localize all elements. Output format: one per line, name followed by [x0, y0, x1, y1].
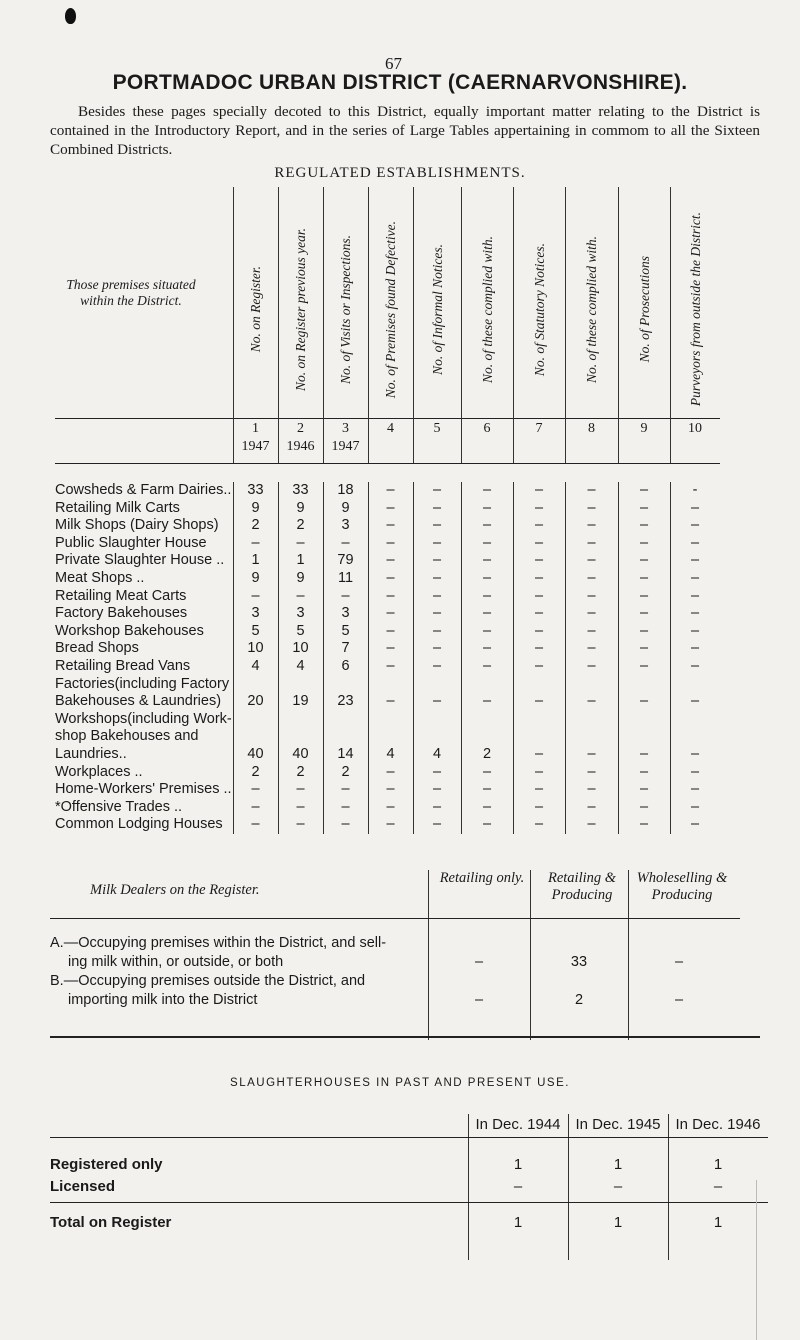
table-cell: – [482, 587, 492, 604]
table-cell: 11 [337, 570, 354, 586]
table-cell: – [386, 552, 395, 569]
table-cell: 40 [247, 746, 264, 762]
slaughter-cell: 1 [513, 1156, 523, 1173]
table-cell: – [639, 640, 649, 657]
table-cell: – [690, 499, 700, 516]
table-cell: – [587, 746, 596, 762]
table-cell: – [432, 534, 442, 551]
table-cell: 2 [296, 763, 305, 780]
table-cell: – [251, 587, 260, 604]
table-cell: – [534, 693, 544, 710]
table-cell: – [432, 482, 442, 498]
table-cell: 10 [247, 640, 264, 657]
slaughter-column-header: In Dec. 1944 [475, 1116, 561, 1133]
table-cell: – [296, 798, 305, 815]
header-rule [55, 418, 720, 419]
table-cell: – [534, 499, 544, 516]
column-header-label: No. of these complied with. [584, 236, 599, 383]
table-cell: – [432, 781, 442, 798]
table-cell: 4 [296, 658, 305, 674]
column-number: 3 [342, 421, 349, 436]
table-cell: – [432, 816, 442, 833]
table-cell: 33 [247, 482, 264, 498]
column-divider [278, 482, 279, 834]
column-header-label: No. of Prosecutions [636, 256, 652, 363]
column-divider [618, 187, 619, 463]
table-cell: 9 [251, 570, 260, 586]
milk-cell: – [674, 954, 684, 970]
table-cell: – [386, 517, 395, 534]
column-divider [618, 482, 619, 834]
column-header-label: Purveyors from outside the District. [687, 212, 703, 407]
slaughter-column-header: In Dec. 1946 [675, 1116, 761, 1133]
row-label: Retailing Bread Vans [55, 658, 191, 674]
table-cell: – [534, 552, 544, 569]
column-header-label: No. on Register previous year. [293, 228, 308, 391]
slaughter-row-label: Licensed [50, 1178, 116, 1195]
table-cell: – [690, 693, 700, 710]
row-label: Factory Bakehouses [55, 605, 188, 622]
table-cell: – [534, 482, 544, 498]
table-cell: – [534, 781, 544, 798]
table-cell: – [690, 658, 700, 674]
table-cell: – [341, 816, 350, 833]
column-number: 8 [588, 421, 595, 436]
table-cell: 1 [296, 552, 305, 569]
table-cell: – [341, 587, 350, 604]
table-cell: – [587, 482, 596, 498]
table-cell: – [482, 798, 492, 815]
table-cell: – [341, 781, 350, 798]
table-cell: – [587, 693, 596, 710]
table-cell: 9 [296, 499, 305, 516]
column-divider [413, 187, 414, 463]
column-year: 1947 [241, 439, 270, 454]
table-cell: – [296, 816, 305, 833]
table-cell: – [386, 658, 395, 674]
table-cell: – [587, 658, 596, 674]
table-cell: – [534, 570, 544, 586]
column-header-label: No. of Visits or Inspections. [338, 234, 353, 384]
row-label: Workshops(including Work- [55, 710, 232, 727]
table-cell: – [639, 798, 649, 815]
column-year: 1947 [331, 439, 360, 454]
table-cell: – [690, 763, 700, 780]
table-cell: 3 [341, 517, 350, 534]
column-number: 2 [297, 421, 304, 436]
milk-dealers-table [50, 870, 760, 1040]
column-header [461, 187, 513, 432]
column-divider [565, 482, 566, 834]
table-cell: – [639, 552, 649, 569]
table-cell: – [386, 482, 395, 498]
table-cell: – [482, 693, 492, 710]
table-cell: – [432, 763, 442, 780]
row-label: Factories(including Factory [55, 675, 230, 692]
column-divider [461, 187, 462, 463]
table-cell: – [386, 570, 395, 586]
table-cell: – [690, 816, 700, 833]
page-title: PORTMADOC URBAN DISTRICT (CAERNARVONSHIRE). [112, 71, 688, 94]
row-label: Bakehouses & Laundries) [55, 693, 222, 710]
table-cell: – [251, 816, 260, 833]
table-cell: – [587, 816, 596, 833]
table-cell: – [587, 552, 596, 569]
table-cell: – [482, 570, 492, 586]
table-cell: 7 [341, 640, 350, 657]
row-label: Cowsheds & Farm Dairies.. [55, 482, 232, 498]
table-cell: 14 [337, 746, 354, 762]
column-divider [565, 187, 566, 463]
column-header-label: No. of Informal Notices. [429, 244, 445, 375]
table-cell: – [690, 570, 700, 586]
table-cell: – [432, 640, 442, 657]
row-label: Public Slaughter House [55, 534, 207, 551]
table-cell: 1 [251, 552, 260, 569]
table-cell: – [386, 763, 395, 780]
table-cell: – [534, 517, 544, 534]
table-bottom-rule [50, 1036, 760, 1038]
table-cell: – [432, 605, 442, 622]
row-label: Workshop Bakehouses [55, 622, 204, 639]
milk-row-label: ing milk within, or outside, or both [68, 954, 284, 970]
table-cell: 2 [251, 763, 260, 780]
slaughter-total-label: Total on Register [50, 1214, 172, 1231]
table-cell: 3 [251, 605, 260, 622]
slaughter-total-cell: 1 [613, 1214, 623, 1231]
column-number: 9 [640, 421, 648, 436]
milk-cell: 2 [574, 992, 584, 1008]
table-cell: – [587, 781, 596, 798]
table-cell: – [296, 781, 305, 798]
row-label: Laundries.. [55, 746, 127, 762]
column-number: 6 [483, 421, 491, 436]
table-cell: – [690, 781, 700, 798]
table-cell: 2 [296, 517, 305, 534]
row-label: Meat Shops .. [55, 570, 145, 586]
table-cell: – [639, 605, 649, 622]
milk-row-label: importing milk into the District [68, 992, 258, 1008]
header-rule [55, 463, 720, 464]
column-header [413, 187, 461, 432]
table-cell: – [639, 587, 649, 604]
column-divider [368, 482, 369, 834]
table-cell: – [482, 781, 492, 798]
table-cell: – [690, 640, 700, 657]
table-cell: 33 [292, 482, 309, 498]
table-cell: – [534, 640, 544, 657]
regulated-establishments-table [55, 187, 755, 847]
table-cell: – [432, 552, 442, 569]
table-cell: 4 [251, 658, 260, 674]
column-divider [670, 187, 671, 463]
table-cell: – [639, 658, 649, 674]
table-cell: – [482, 552, 492, 569]
milk-dealers-header: Milk Dealers on the Register. [90, 882, 260, 898]
table-cell: – [534, 587, 544, 604]
milk-column-header: Retailing & Producing [547, 870, 617, 903]
slaughter-cell: – [513, 1178, 523, 1195]
table-cell: – [639, 570, 649, 586]
column-header [278, 187, 323, 432]
table-cell: – [432, 499, 442, 516]
column-header-label: No. of these complied with. [479, 236, 495, 383]
table-cell: – [534, 658, 544, 674]
table-cell: – [482, 482, 492, 498]
table-cell: 6 [341, 658, 350, 674]
milk-cell: – [474, 954, 484, 970]
table-cell: 3 [341, 605, 350, 622]
table-cell: 4 [386, 746, 395, 762]
table-cell: – [639, 781, 649, 798]
table-cell: – [432, 587, 442, 604]
table-cell: 2 [251, 517, 260, 534]
table-cell: – [341, 798, 350, 815]
margin-line [756, 1180, 757, 1340]
row-label: Bread Shops [55, 640, 139, 657]
table-cell: – [482, 605, 492, 622]
table-cell: – [534, 763, 544, 780]
column-divider [323, 482, 324, 834]
row-label: Workplaces .. [55, 763, 143, 780]
column-divider [413, 482, 414, 834]
premises-header: Those premises situated within the District. [66, 277, 196, 308]
table-cell: – [482, 658, 492, 674]
column-number: 4 [387, 421, 394, 436]
slaughter-column-header: In Dec. 1945 [575, 1116, 661, 1133]
slaughter-cell: 1 [613, 1156, 623, 1173]
table-cell: – [587, 640, 596, 657]
table-cell: – [432, 658, 442, 674]
table-cell: – [587, 622, 596, 639]
table-cell: – [482, 534, 492, 551]
table-cell: – [587, 763, 596, 780]
table-cell: 2 [482, 746, 492, 762]
table-cell: – [639, 746, 649, 762]
table-cell: - [692, 482, 698, 498]
table-cell: – [639, 482, 649, 498]
table-cell: – [587, 534, 596, 551]
slaughter-total-cell: 1 [713, 1214, 723, 1231]
table-cell: – [690, 605, 700, 622]
table-cell: – [690, 622, 700, 639]
header-rule [50, 918, 740, 919]
milk-column-header: Wholeselling & Producing [636, 870, 728, 903]
milk-row-label: A.—Occupying premises within the District, and sell- [50, 935, 387, 951]
column-number: 10 [688, 421, 702, 436]
table-cell: 23 [337, 693, 354, 710]
table-cell: – [639, 622, 649, 639]
table-cell: – [341, 534, 350, 551]
table-cell: – [639, 534, 649, 551]
table-cell: – [690, 534, 700, 551]
row-label: Home-Workers' Premises .. [55, 781, 232, 798]
column-divider [233, 187, 234, 463]
column-divider [368, 187, 369, 463]
column-header-label: No. of Premises found Defective. [383, 220, 398, 399]
column-header-label: No. of Statutory Notices. [531, 242, 547, 377]
table-cell: – [432, 693, 442, 710]
column-header [565, 187, 618, 432]
table-cell: – [587, 499, 596, 516]
table-cell: – [386, 781, 395, 798]
table-cell: – [639, 517, 649, 534]
column-divider [323, 187, 324, 463]
table-cell: – [251, 534, 260, 551]
row-label: Common Lodging Houses [55, 816, 223, 833]
table-cell: – [690, 587, 700, 604]
section-heading: REGULATED ESTABLISHMENTS. [274, 165, 526, 181]
table-cell: 5 [251, 622, 260, 639]
column-header [323, 187, 368, 432]
table-cell: – [639, 816, 649, 833]
table-cell: – [534, 746, 544, 762]
table-cell: – [482, 622, 492, 639]
column-header [513, 187, 565, 432]
table-cell: – [432, 570, 442, 586]
table-cell: 10 [292, 640, 309, 657]
table-cell: – [386, 605, 395, 622]
table-cell: 5 [296, 622, 305, 639]
total-rule [50, 1202, 768, 1203]
milk-cell: – [474, 992, 484, 1008]
column-year: 1946 [286, 439, 315, 454]
table-cell: 4 [432, 746, 442, 762]
table-cell: – [386, 798, 395, 815]
column-header [670, 187, 720, 432]
table-cell: – [386, 693, 395, 710]
table-cell: 2 [341, 763, 350, 780]
column-number: 1 [252, 421, 259, 436]
column-divider [461, 482, 462, 834]
row-label: shop Bakehouses and [55, 728, 199, 745]
table-cell: – [432, 798, 442, 815]
column-header [618, 187, 670, 432]
column-divider [513, 482, 514, 834]
table-cell: – [482, 816, 492, 833]
row-label: Retailing Milk Carts [55, 499, 180, 516]
table-cell: – [587, 570, 596, 586]
column-header [233, 187, 278, 432]
slaughterhouses-title: SLAUGHTERHOUSES IN PAST AND PRESENT USE. [230, 1077, 570, 1089]
table-cell: – [482, 517, 492, 534]
row-label: Retailing Meat Carts [55, 587, 187, 604]
table-cell: 40 [292, 746, 309, 762]
table-cell: – [386, 622, 395, 639]
slaughterhouses-table [50, 1100, 770, 1260]
table-cell: – [534, 605, 544, 622]
table-cell: – [534, 816, 544, 833]
table-cell: 18 [337, 482, 354, 498]
table-cell: – [386, 534, 395, 551]
slaughter-cell: – [713, 1178, 723, 1195]
table-cell: 20 [247, 693, 264, 710]
table-cell: – [587, 587, 596, 604]
table-cell: 9 [341, 499, 350, 516]
column-divider [233, 482, 234, 834]
table-cell: 3 [296, 605, 305, 622]
row-label: Private Slaughter House .. [55, 552, 225, 569]
table-cell: – [482, 499, 492, 516]
page-number: 67 [385, 54, 402, 73]
table-cell: – [386, 640, 395, 657]
column-header-label: No. on Register. [248, 266, 263, 353]
table-cell: 79 [337, 552, 354, 569]
table-cell: – [639, 763, 649, 780]
table-cell: – [690, 798, 700, 815]
column-divider [278, 187, 279, 463]
milk-cell: 33 [570, 954, 588, 970]
table-cell: 19 [292, 693, 309, 710]
table-cell: – [251, 798, 260, 815]
row-label: Milk Shops (Dairy Shops) [55, 517, 219, 534]
table-cell: – [534, 534, 544, 551]
table-cell: – [482, 640, 492, 657]
column-header [368, 187, 413, 432]
row-label: *Offensive Trades .. [55, 798, 183, 815]
table-cell: – [690, 552, 700, 569]
milk-row-label: B.—Occupying premises outside the District, and [50, 973, 366, 989]
table-cell: – [587, 605, 596, 622]
column-number: 7 [535, 421, 543, 436]
table-cell: 5 [341, 622, 350, 639]
intro-paragraph: Besides these pages specially decoted to this District, equally important matter relating to the District is contained in the Introductory Report, and in the series of Large Tables appertaining in commom to all the Sixteen Combined Districts. [50, 103, 760, 158]
table-cell: – [296, 587, 305, 604]
milk-cell: – [674, 992, 684, 1008]
table-cell: – [432, 517, 442, 534]
table-cell: – [386, 499, 395, 516]
table-cell: – [386, 587, 395, 604]
table-cell: – [296, 534, 305, 551]
table-cell: 9 [296, 570, 305, 586]
table-cell: – [534, 622, 544, 639]
slaughter-row-label: Registered only [50, 1156, 163, 1173]
column-number: 5 [433, 421, 441, 436]
header-rule [50, 1137, 768, 1138]
column-divider [670, 482, 671, 834]
table-cell: – [386, 816, 395, 833]
slaughter-total-cell: 1 [513, 1214, 523, 1231]
table-cell: – [251, 781, 260, 798]
table-cell: – [639, 693, 649, 710]
table-cell: 9 [251, 499, 260, 516]
table-cell: – [690, 517, 700, 534]
milk-column-header: Retailing only. [439, 870, 525, 886]
table-cell: – [432, 622, 442, 639]
column-divider [513, 187, 514, 463]
table-cell: – [482, 763, 492, 780]
table-cell: – [639, 499, 649, 516]
table-cell: – [534, 798, 544, 815]
table-cell: – [587, 517, 596, 534]
slaughter-cell: – [613, 1178, 623, 1195]
table-cell: – [587, 798, 596, 815]
ink-blot [65, 8, 76, 24]
slaughter-cell: 1 [713, 1156, 723, 1173]
table-cell: – [690, 746, 700, 762]
